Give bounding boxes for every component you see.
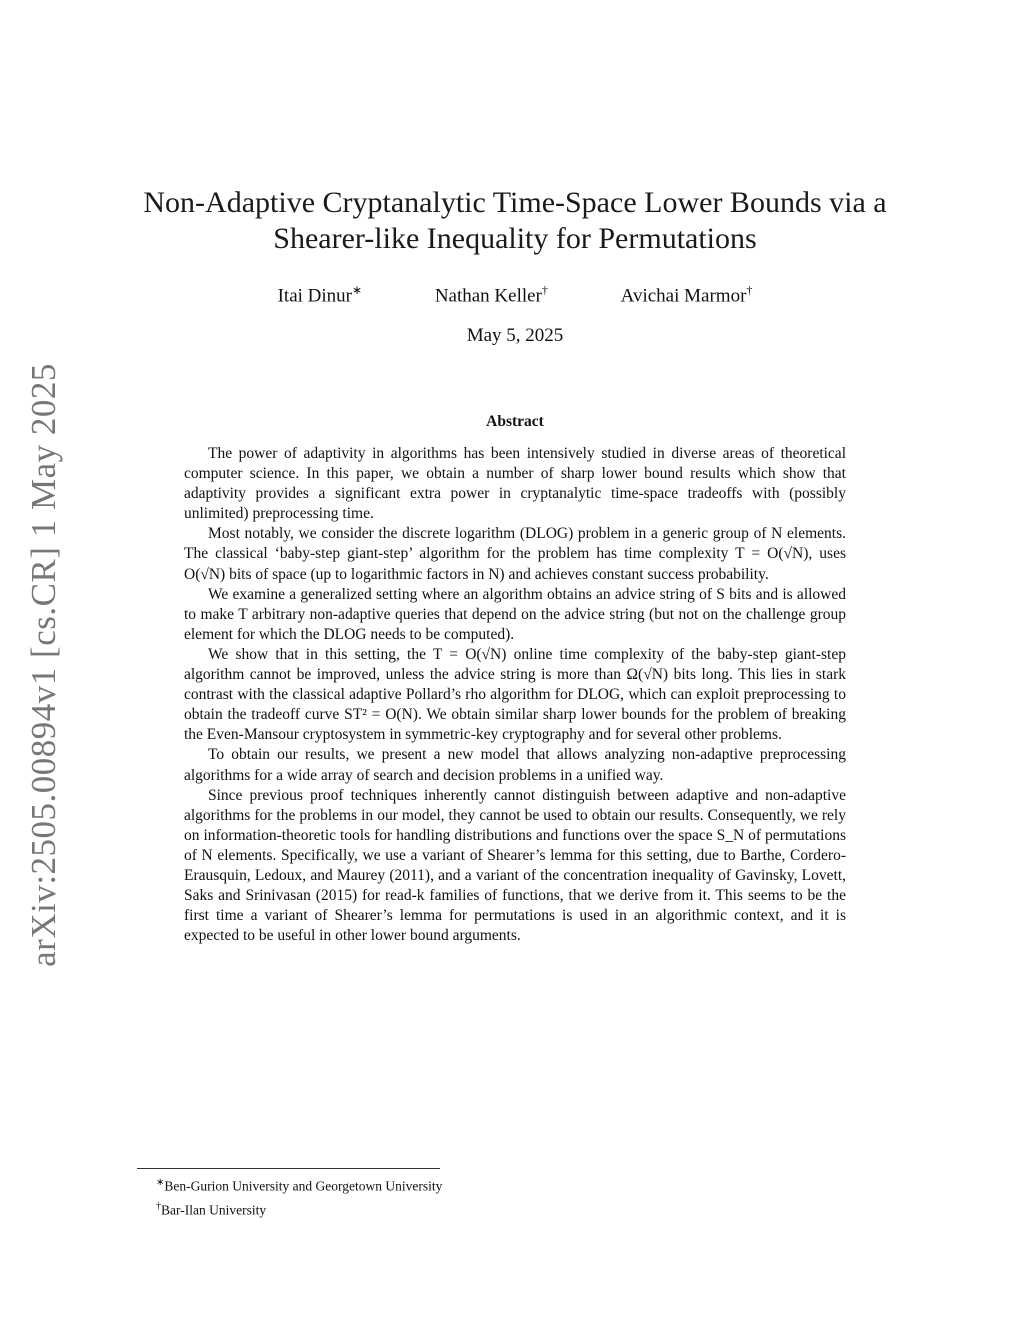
abstract-paragraph: We examine a generalized setting where an algorithm obtains an advice string of S bits and is allowed to make T arbitrary non-adaptive queries that depend on the advice string (but not on the challenge group element for which the DLOG needs to be computed). (184, 585, 846, 643)
arxiv-identifier-strip (14, 363, 74, 967)
abstract-paragraph: We show that in this setting, the T = O(√N) online time complexity of the baby-step giant-step algorithm cannot be improved, unless the advice string is more than Ω(√N) bits long. This lies in stark contrast with the classical adaptive Pollard’s rho algorithm for DLOG, which can exploit preprocessing to obtain the tradeoff curve ST² = O(N). We obtain similar sharp lower bounds for the problem of breaking the Even-Mansour cryptosystem in symmetric-key cryptography and for several other problems. (184, 645, 846, 744)
author (621, 283, 753, 307)
footnote-mark: † (156, 1200, 161, 1212)
abstract-body (184, 444, 846, 946)
author-name: Itai Dinur (277, 285, 352, 307)
author-name: Avichai Marmor (620, 285, 747, 307)
footnotes (156, 1173, 856, 1220)
author-affiliation-mark: ∗ (352, 283, 363, 297)
author-affiliation-mark: † (746, 283, 753, 297)
paper-title: Non-Adaptive Cryptanalytic Time-Space Lower Bounds via a Shearer-like Inequality for Permutations (143, 186, 887, 255)
arxiv-identifier: arXiv:2505.00894v1 [cs.CR] 1 May 2025 (24, 363, 64, 967)
abstract-paragraph: Since previous proof techniques inherently cannot distinguish between adaptive and non-adaptive algorithms for the problems in our model, they cannot be used to obtain our results. Consequently, we rely on information-theoretic tools for handling distributions and functions over the space S_N of permutations of N elements. Specifically, we use a variant of Shearer’s lemma for this setting, due to Barthe, Cordero-Erausquin, Ledoux, and Maurey (2011), and a variant of the concentration inequality of Gavinsky, Lovett, Saks and Srinivasan (2015) for read-k families of functions, that we derive from it. This seems to be the first time a variant of Shearer’s lemma for permutations is used in an algorithmic context, and it is expected to be useful in other lower bound arguments. (184, 786, 846, 945)
author-affiliation-mark: † (541, 283, 548, 297)
abstract-paragraph: To obtain our results, we present a new model that allows analyzing non-adaptive preprocessing algorithms for a wide array of search and decision problems in a unified way. (184, 746, 846, 784)
author-name: Nathan Keller (434, 285, 542, 307)
author (435, 283, 548, 307)
footnote-text: Ben-Gurion University and Georgetown University (164, 1178, 443, 1194)
footnote (156, 1173, 856, 1197)
footnote-text: Bar-Ilan University (161, 1202, 267, 1217)
abstract-paragraph: Most notably, we consider the discrete logarithm (DLOG) problem in a generic group of N elements. The classical ‘baby-step giant-step’ algorithm for the problem has time complexity T = O(√N), uses O(√N) bits of space (up to logarithmic factors in N) and achieves constant success probability. (184, 525, 846, 583)
footnote (156, 1197, 856, 1221)
abstract-paragraph: The power of adaptivity in algorithms has been intensively studied in diverse areas of theoretical computer science. In this paper, we obtain a number of sharp lower bound results which show that adaptivity provides a significant extra power in cryptanalytic time-space tradeoffs with (possibly unlimited) preprocessing time. (184, 445, 846, 523)
abstract-heading: Abstract (486, 413, 544, 430)
author (278, 283, 362, 307)
author-list (140, 283, 890, 307)
footnote-divider (137, 1168, 440, 1169)
publication-date: May 5, 2025 (466, 325, 564, 346)
footnote-mark: ∗ (156, 1177, 165, 1188)
